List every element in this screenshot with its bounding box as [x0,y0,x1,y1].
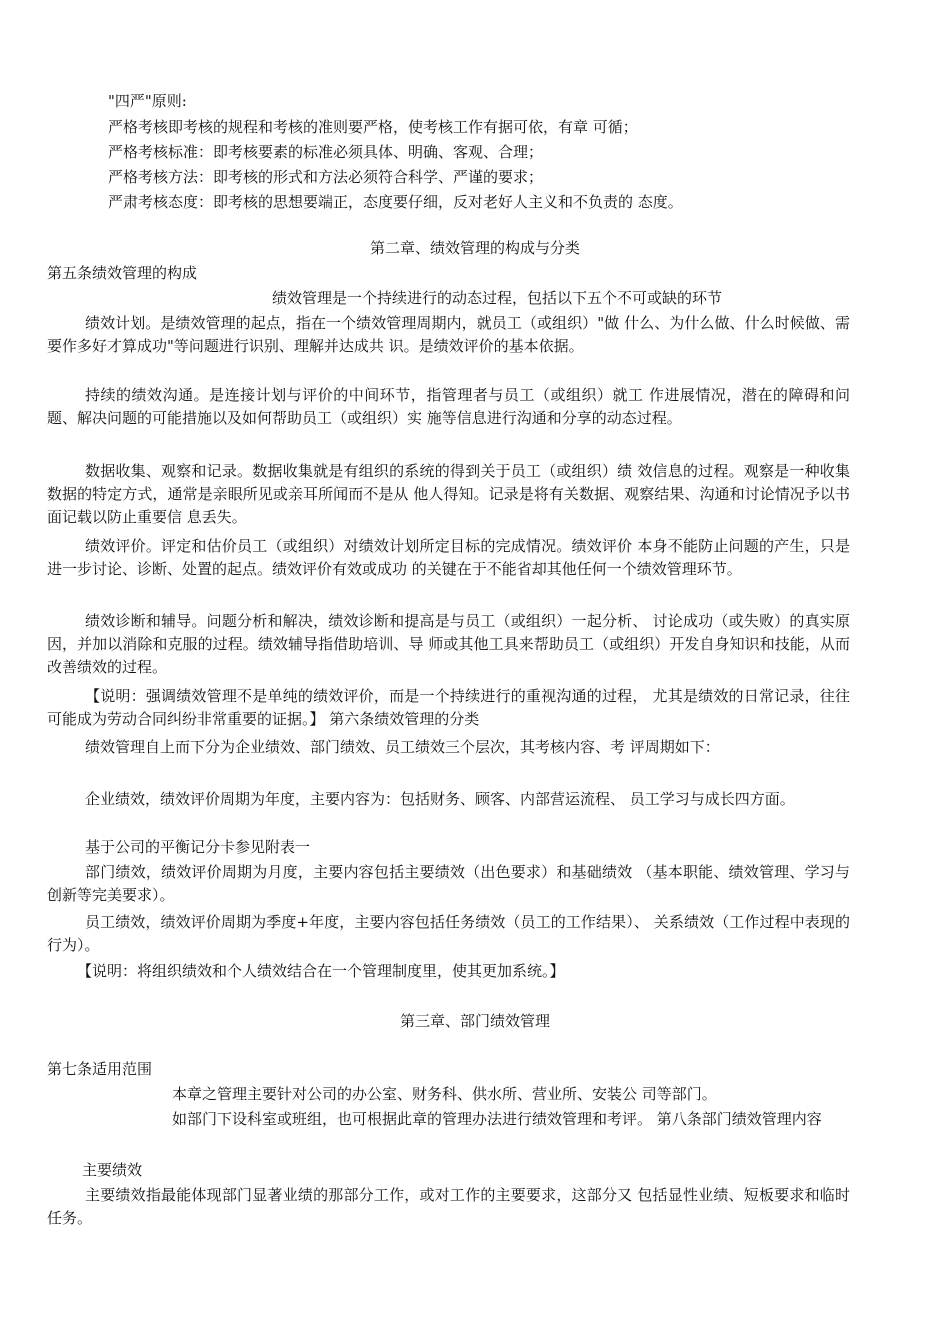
principle-item-4: 严肃考核态度：即考核的思想要端正，态度要仔细，反对老好人主义和不负责的 态度。 [108,193,683,211]
paragraph-plan: 绩效计划。是绩效管理的起点，指在一个绩效管理周期内，就员工（或组织）"做 什么、为什么做、什么时候做、需要作多好才算成功"等问题进行识别、理解并达成共 识。是绩效评价的基本依据。 [47,314,850,355]
main-performance-text: 主要绩效指最能体现部门显著业绩的那部分工作，或对工作的主要要求，这部分又 包括显性业绩、短板要求和临时任务。 [47,1186,850,1227]
scope-line-1: 本章之管理主要针对公司的办公室、财务科、供水所、营业所、安装公 司等部门。 [172,1085,717,1103]
paragraph-company-perf: 企业绩效，绩效评价周期为年度，主要内容为：包括财务、顾客、内部营运流程、 员工学习与成长四方面。 [85,790,795,808]
paragraph-communication: 持续的绩效沟通。是连接计划与评价的中间环节，指管理者与员工（或组织）就工 作进展情况，潜在的障碍和问题、解决问题的可能措施以及如何帮助员工（或组织）实 施等信息进行沟通和分享的动态过程。 [47,386,850,427]
principle-item-2: 严格考核标准：即考核要素的标准必须具体、明确、客观、合理； [108,143,544,161]
paragraph-dept-perf: 部门绩效，绩效评价周期为月度，主要内容包括主要绩效（出色要求）和基础绩效 （基本职能、绩效管理、学习与创新等完美要求）。 [47,863,850,904]
paragraph-note-1: 【说明：强调绩效管理不是单纯的绩效评价，而是一个持续进行的重视沟通的过程， 尤其是绩效的日常记录，往往可能成为劳动合同纠纷非常重要的证据。】 第六条绩效管理的分类 [47,687,850,728]
chapter2-heading: 第二章、绩效管理的构成与分类 [369,239,580,257]
scope-line-2: 如部门下设科室或班组，也可根据此章的管理办法进行绩效管理和考评。 第八条部门绩效管理内容 [172,1110,822,1128]
paragraph-data-collection: 数据收集、观察和记录。数据收集就是有组织的系统的得到关于员工（或组织）绩 效信息的过程。观察是一种收集数据的特定方式，通常是亲眼所见或亲耳所闻而不是从 他人得知。记录是将有关数据、观察结果、沟通和讨论情况予以书面记载以防止重要信 息丢失。 [47,462,850,526]
article7-title: 第七条适用范围 [47,1060,153,1078]
paragraph-employee-perf: 员工绩效，绩效评价周期为季度+年度，主要内容包括任务绩效（员工的工作结果）、 关系绩效（工作过程中表现的行为）。 [47,913,850,954]
paragraph-evaluation: 绩效评价。评定和估价员工（或组织）对绩效计划所定目标的完成情况。绩效评价 本身不能防止问题的产生，只是进一步讨论、诊断、处置的起点。绩效评价有效或成功 的关键在于不能省却其他任何一个绩效管理环节。 [47,537,850,578]
paragraph-levels: 绩效管理自上而下分为企业绩效、部门绩效、员工绩效三个层次，其考核内容、考 评周期如下： [85,738,720,756]
principle-item-1: 严格考核即考核的规程和考核的准则要严格，使考核工作有据可依，有章 可循； [108,118,638,136]
chapter2-intro: 绩效管理是一个持续进行的动态过程，包括以下五个不可或缺的环节 [272,289,723,307]
article5-title: 第五条绩效管理的构成 [47,264,198,282]
principles-title: "四严"原则: [108,92,187,110]
paragraph-note-2: 【说明：将组织绩效和个人绩效结合在一个管理制度里，使其更加系统。】 [77,962,565,980]
chapter3-heading: 第三章、部门绩效管理 [399,1012,550,1030]
principle-item-3: 严格考核方法：即考核的形式和方法必须符合科学、严谨的要求； [108,168,544,186]
paragraph-balanced-scorecard: 基于公司的平衡记分卡参见附表一 [85,838,311,856]
main-performance-title: 主要绩效 [82,1161,143,1179]
paragraph-diagnosis: 绩效诊断和辅导。问题分析和解决，绩效诊断和提高是与员工（或组织）一起分析、 讨论成功（或失败）的真实原因，并加以消除和克服的过程。绩效辅导指借助培训、导 师或其他工具来帮助员工（或组织）开发自身知识和技能，从而改善绩效的过程。 [47,612,850,676]
